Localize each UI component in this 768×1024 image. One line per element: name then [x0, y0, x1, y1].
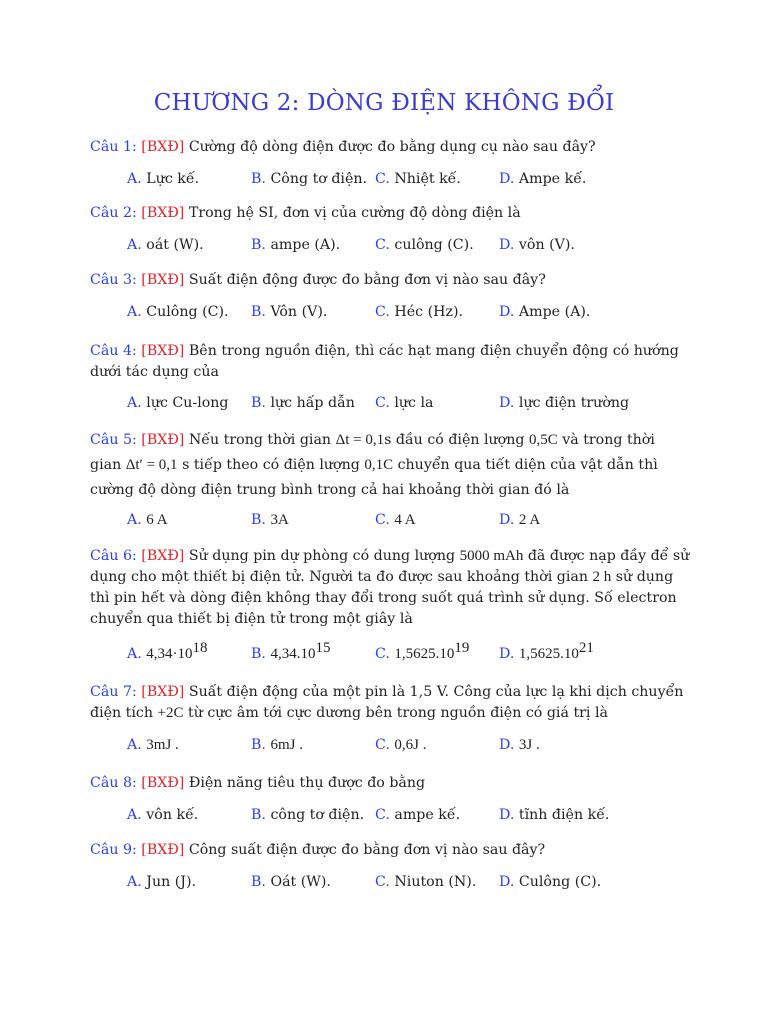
chapter-title: CHƯƠNG 2: DÒNG ĐIỆN KHÔNG ĐỔI	[153, 90, 615, 116]
formula-charge-1: 0,5C	[528, 432, 558, 448]
answer-options-6	[127, 640, 687, 666]
question-text: Cường độ dòng điện được đo bằng dụng cụ nào sau đây?	[188, 139, 596, 155]
answer-options-1	[127, 171, 687, 191]
option-b: B. ampe (A).	[251, 237, 341, 253]
option-d: D. Ampe kế.	[499, 171, 587, 187]
question-tag: [BXĐ]	[141, 205, 185, 221]
answer-options-5	[127, 512, 687, 532]
question-tag: [BXĐ]	[141, 343, 185, 359]
question-number: Câu 8:	[90, 775, 137, 791]
formula-capacity: 5000 mAh	[459, 548, 524, 564]
question-text: Suất điện động được đo bằng đơn vị nào sau đây?	[188, 272, 546, 288]
question-3	[90, 270, 690, 291]
option-b: B. Vôn (V).	[251, 304, 328, 320]
option-c: C. ampe kế.	[375, 807, 461, 823]
option-c: C. Nhiệt kế.	[375, 171, 461, 187]
question-4	[90, 341, 690, 383]
option-d: D. 2 A	[499, 512, 541, 528]
question-number: Câu 5:	[90, 432, 137, 448]
option-c: C. 4 A	[375, 512, 416, 528]
answer-options-9	[127, 874, 687, 894]
question-number: Câu 6:	[90, 548, 137, 564]
option-b: B. Oát (W).	[251, 874, 331, 890]
option-b: B. 6mJ .	[251, 737, 303, 753]
option-c: C. culông (C).	[375, 237, 474, 253]
question-text: Công suất điện được đo bằng đơn vị nào sau đây?	[188, 842, 546, 858]
question-number: Câu 2:	[90, 205, 137, 221]
option-b: B. 4,34.10$^{15}$	[251, 640, 331, 662]
option-b: B. công tơ điện.	[251, 807, 365, 823]
question-text: Điện năng tiêu thụ được đo bằng	[188, 775, 426, 791]
question-tag: [BXĐ]	[141, 684, 185, 700]
option-a: A. vôn kế.	[127, 807, 199, 823]
option-c: C. 1,5625.10$^{19}$	[375, 640, 470, 662]
option-d: D. 1,5625.10$^{21}$	[499, 640, 594, 662]
question-tag: [BXĐ]	[141, 272, 185, 288]
answer-options-2	[127, 237, 687, 257]
option-d: D. Ampe (A).	[499, 304, 591, 320]
option-a: A. 3mJ .	[127, 737, 179, 753]
question-tag: [BXĐ]	[141, 842, 185, 858]
option-c: C. 0,6J .	[375, 737, 427, 753]
option-a: A. $4,34\cdot 10^{18}$	[127, 640, 208, 662]
question-5: Câu 5: [BXĐ] Nếu trong thời gian Δt = 0,1s đầu có điện lượng 0,5C và trong thời gian Δt′ = 0,1 s tiếp theo có điện lượng 0,1C chuyển qua tiết diện của vật dẫn thì cường độ dòng điện trung bình trong cả hai khoảng thời gian đó là	[90, 432, 658, 498]
formula-charge-2: 0,1C	[364, 457, 394, 473]
question-number: Câu 3:	[90, 272, 137, 288]
question-9	[90, 840, 690, 861]
option-c: C. lực la	[375, 395, 434, 411]
option-b: B. Công tơ điện.	[251, 171, 367, 187]
option-a: A. Culông (C).	[127, 304, 229, 320]
answer-options-8	[127, 807, 687, 827]
question-tag: [BXĐ]	[141, 548, 185, 564]
option-a: A. oát (W).	[127, 237, 204, 253]
question-tag: [BXĐ]	[141, 775, 185, 791]
option-d: D. lực điện trường	[499, 395, 630, 411]
formula-charge: +2C	[157, 705, 184, 721]
option-b: B. 3A	[251, 512, 289, 528]
answer-options-3	[127, 304, 687, 324]
formula-delta-t-prime: Δt′ = 0,1	[125, 457, 178, 473]
question-number: Câu 1:	[90, 139, 137, 155]
question-tag: [BXĐ]	[141, 432, 185, 448]
option-d: D. 3J .	[499, 737, 540, 753]
question-number: Câu 7:	[90, 684, 137, 700]
option-d: D. tĩnh điện kế.	[499, 807, 610, 823]
question-tag: [BXĐ]	[141, 139, 185, 155]
option-c: C. Niuton (N).	[375, 874, 477, 890]
question-1	[90, 137, 690, 158]
answer-options-4	[127, 395, 687, 415]
question-2	[90, 203, 690, 224]
formula-delta-t: Δt = 0,1	[335, 432, 385, 448]
option-a: A. lực Cu-long	[127, 395, 229, 411]
question-text: Trong hệ SI, đơn vị của cường độ dòng điện là	[188, 205, 521, 221]
option-d: D. vôn (V).	[499, 237, 575, 253]
question-7: Câu 7: [BXĐ] Suất điện động của một pin là 1,5 V. Công của lực lạ khi dịch chuyển điện tích +2C từ cực âm tới cực dương bên trong nguồn điện có giá trị là	[90, 684, 684, 721]
option-a: A. Lực kế.	[127, 171, 200, 187]
question-text: Bên trong nguồn điện, thì các hạt mang điện chuyển động có hướng dưới tác dụng của	[90, 343, 679, 380]
option-a: A. 6 A	[127, 512, 168, 528]
answer-options-7	[127, 737, 687, 757]
question-8	[90, 773, 690, 794]
option-a: A. Jun (J).	[127, 874, 197, 890]
option-c: C. Héc (Hz).	[375, 304, 464, 320]
question-number: Câu 9:	[90, 842, 137, 858]
formula-time: 2 h	[592, 569, 612, 585]
question-6: Câu 6: [BXĐ] Sử dụng pin dự phòng có dung lượng 5000 mAh đã được nạp đầy để sử dụng cho một thiết bị điện tử. Người ta đo được sau khoảng thời gian 2 h sử dụng thì pin hết và dòng điện không thay đổi trong suốt quá trình sử dụng. Số electron chuyển qua thiết bị điện tử trong một giây là	[90, 548, 690, 627]
option-b: B. lực hấp dẫn	[251, 395, 355, 411]
option-d: D. Culông (C).	[499, 874, 602, 890]
question-number: Câu 4:	[90, 343, 137, 359]
